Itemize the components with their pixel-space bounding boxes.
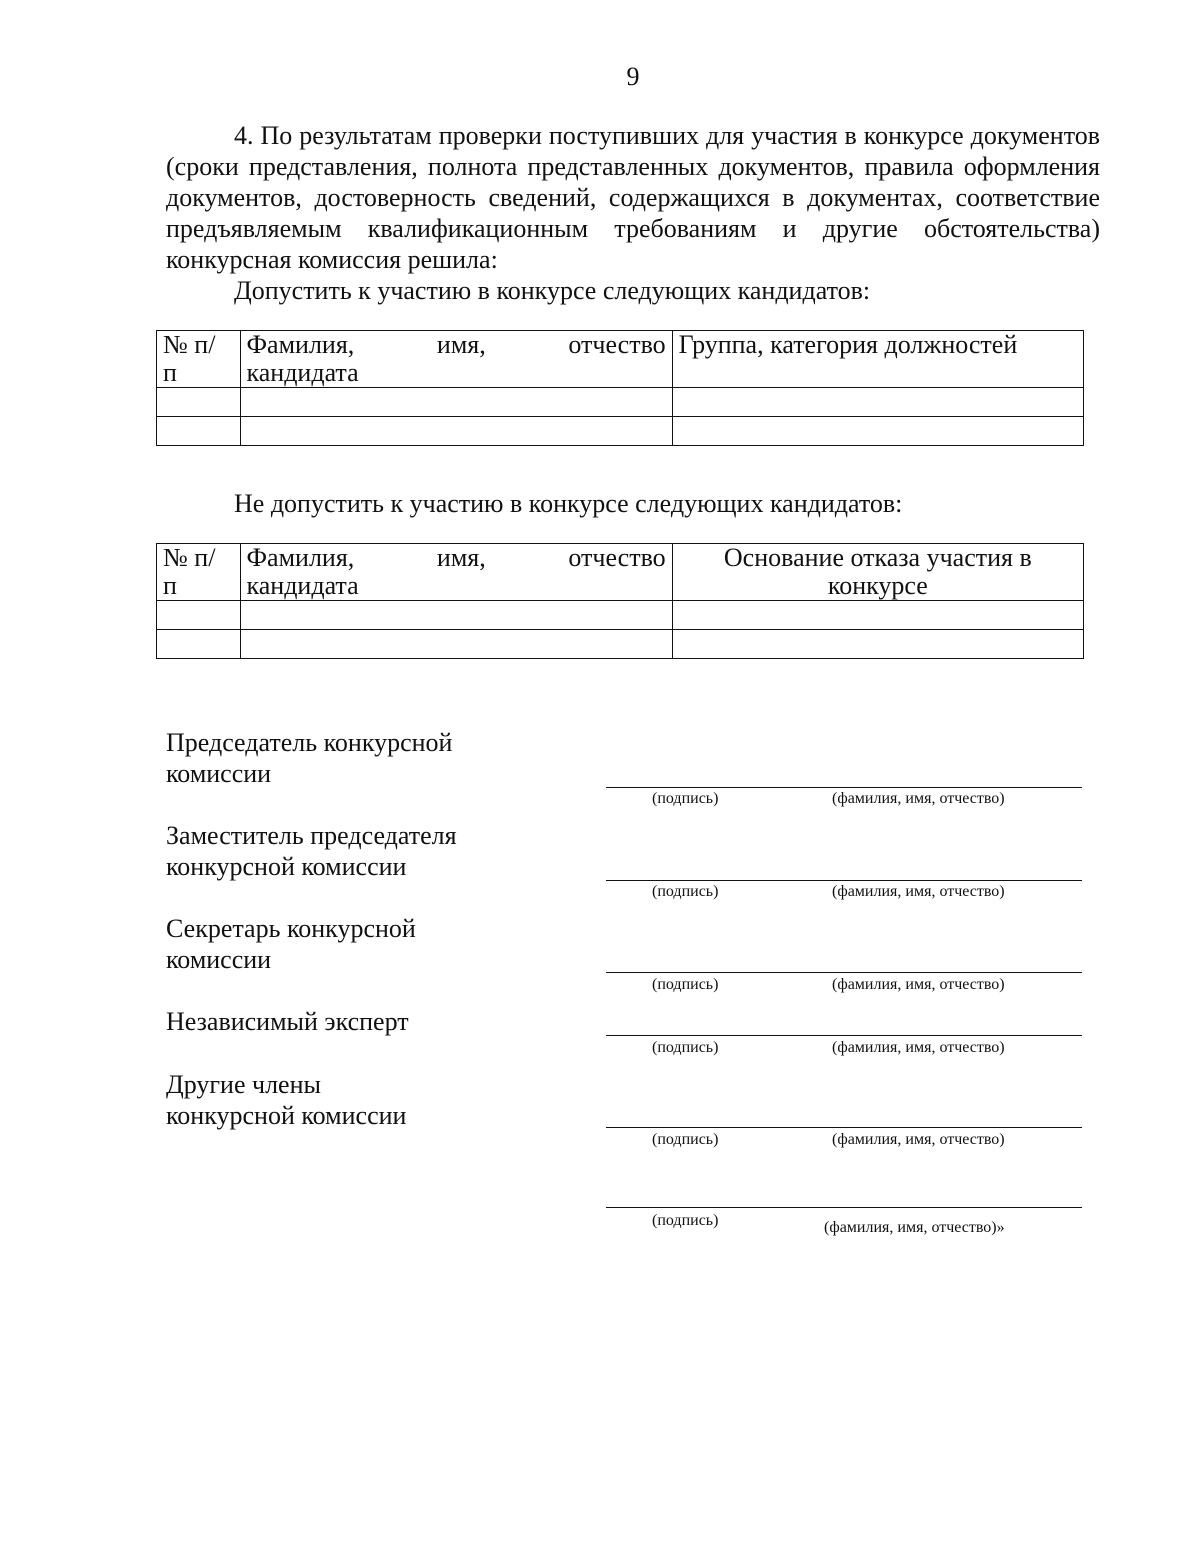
secretary-signature-line [606, 972, 1082, 973]
deputy-label: Заместитель председателя конкурсной комиссии [166, 821, 457, 881]
header-fio-line1: Фамилия, имя, отчество [246, 543, 666, 572]
chairman-signature-caption: (подпись) [652, 790, 719, 807]
expert-label: Независимый эксперт [166, 1007, 409, 1036]
secretary-signature-caption: (подпись) [652, 976, 719, 993]
admit-heading: Допустить к участию в конкурсе следующих кандидатов: [234, 276, 871, 305]
deputy-fio-caption: (фамилия, имя, отчество) [832, 883, 1005, 900]
other-member-signature-line-1 [606, 1127, 1082, 1128]
table-row [157, 601, 1084, 630]
chairman-label: Председатель конкурсной комиссии [166, 728, 453, 788]
expert-signature-line [606, 1035, 1082, 1036]
cell [157, 417, 241, 446]
header-fio [240, 331, 672, 388]
other-member-signature-line-2 [606, 1207, 1082, 1208]
page-number: 9 [626, 62, 640, 91]
decision-paragraph: 4. По результатам проверки поступивших для участия в конкурсе документов (сроки представления, полнота представленных документов, правила оформления документов, достоверность сведений, содержащихся в документах, соответствие предъявляемым квалификационным требованиям и другие обстоятельства) конкурсная комиссия решила: [166, 121, 1100, 274]
cell [157, 630, 241, 659]
cell [157, 601, 241, 630]
table-header-row [157, 544, 1084, 601]
header-fio [240, 544, 672, 601]
header-fio-line1: Фамилия, имя, отчество [246, 330, 666, 359]
cell [672, 388, 1083, 417]
cell [240, 417, 672, 446]
header-number: № п/п [157, 544, 241, 601]
secretary-label: Секретарь конкурсной комиссии [166, 914, 416, 974]
cell [672, 601, 1083, 630]
other-member-signature-caption-2: (подпись) [652, 1212, 719, 1229]
deny-heading: Не допустить к участию в конкурсе следующих кандидатов: [234, 489, 903, 518]
other-members-label: Другие члены конкурсной комиссии [166, 1070, 407, 1130]
expert-fio-caption: (фамилия, имя, отчество) [832, 1039, 1005, 1056]
admitted-candidates-table [156, 330, 1084, 446]
table-header-row [157, 331, 1084, 388]
cell [240, 601, 672, 630]
header-fio-line2: кандидата [246, 571, 359, 600]
cell [240, 388, 672, 417]
header-fio-line2: кандидата [246, 358, 359, 387]
cell [672, 417, 1083, 446]
chairman-fio-caption: (фамилия, имя, отчество) [832, 790, 1005, 807]
table-row [157, 388, 1084, 417]
cell [672, 630, 1083, 659]
header-number: № п/п [157, 331, 241, 388]
other-member-fio-caption-2: (фамилия, имя, отчество)» [824, 1219, 1005, 1236]
header-reason: Основание отказа участия в конкурсе [672, 544, 1083, 601]
other-member-signature-caption-1: (подпись) [652, 1131, 719, 1148]
cell [157, 388, 241, 417]
header-group: Группа, категория должностей [672, 331, 1083, 388]
deputy-signature-caption: (подпись) [652, 883, 719, 900]
other-member-fio-caption-1: (фамилия, имя, отчество) [832, 1131, 1005, 1148]
expert-signature-caption: (подпись) [652, 1039, 719, 1056]
denied-candidates-table [156, 543, 1084, 659]
chairman-signature-line [606, 787, 1082, 788]
deputy-signature-line [606, 880, 1082, 881]
cell [240, 630, 672, 659]
table-row [157, 630, 1084, 659]
table-row [157, 417, 1084, 446]
secretary-fio-caption: (фамилия, имя, отчество) [832, 976, 1005, 993]
